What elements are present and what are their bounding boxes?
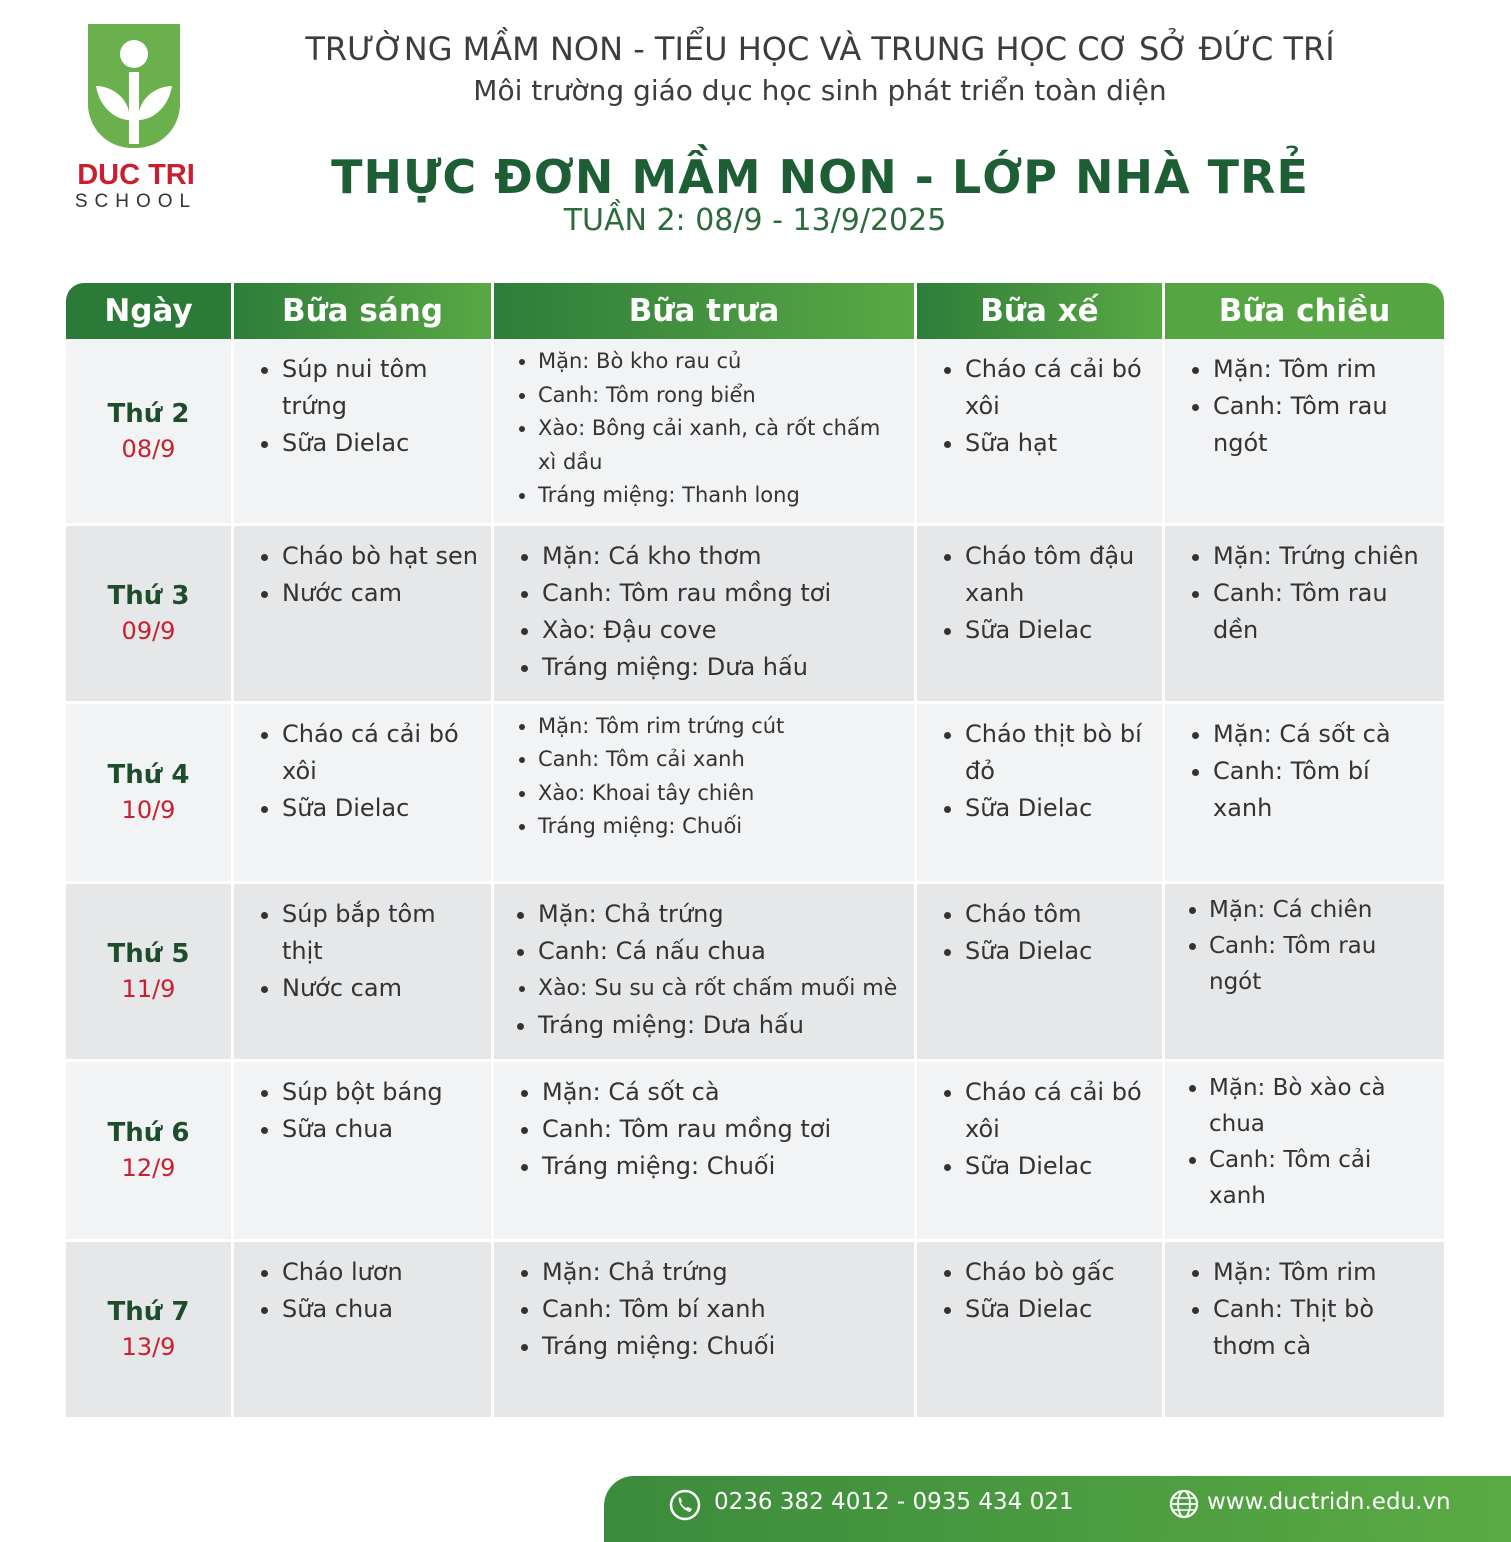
snack-cell [917, 884, 1165, 1062]
list-item: • Cháo thịt bò bí đỏ [965, 716, 1152, 790]
list-item: • Canh: Thịt bò thơm cà [1213, 1291, 1434, 1365]
list-item: • Canh: Tôm rong biển [538, 379, 904, 413]
list-item: • Tráng miệng: Dưa hấu [538, 1007, 904, 1044]
breakfast-cell [234, 1242, 494, 1420]
column-header-lunch: Bữa trưa [494, 283, 917, 339]
day-cell [66, 339, 234, 526]
list-item: • Sữa Dielac [965, 790, 1152, 827]
school-slogan: Môi trường giáo dục học sinh phát triển toàn diện [473, 74, 1167, 107]
list-item: • Canh: Tôm rau mồng tơi [542, 1111, 904, 1148]
table-header-row [66, 283, 1444, 339]
list-item: • Mặn: Trứng chiên [1213, 538, 1434, 575]
list-item: • Mặn: Cá chiên [1209, 892, 1434, 928]
list-item: • Tráng miệng: Thanh long [538, 479, 904, 513]
dinner-cell [1165, 339, 1444, 526]
list-item: • Xào: Khoai tây chiên [538, 777, 904, 811]
lunch-cell [494, 704, 917, 884]
list-item: • Cháo cá cải bó xôi [282, 716, 481, 790]
list-item: • Cháo lươn [282, 1254, 481, 1291]
list-item: • Sữa Dielac [282, 790, 481, 827]
list-item: • Sữa Dielac [965, 1291, 1152, 1328]
list-item: • Tráng miệng: Chuối [538, 810, 904, 844]
day-name: Thứ 4 [107, 760, 190, 790]
globe-icon [1168, 1488, 1200, 1520]
day-date: 10/9 [121, 796, 176, 824]
lunch-cell [494, 1062, 917, 1242]
list-item: • Canh: Tôm cải xanh [1209, 1142, 1434, 1214]
breakfast-cell [234, 884, 494, 1062]
footer-phone[interactable]: 0236 382 4012 - 0935 434 021 [714, 1489, 1074, 1515]
list-item: • Mặn: Chả trứng [538, 896, 904, 933]
day-cell [66, 1242, 234, 1420]
week-range: TUẦN 2: 08/9 - 13/9/2025 [563, 203, 947, 238]
table-row [66, 884, 1444, 1062]
list-item: • Cháo tôm đậu xanh [965, 538, 1152, 612]
day-date: 13/9 [121, 1333, 176, 1361]
snack-cell [917, 339, 1165, 526]
day-name: Thứ 6 [107, 1118, 190, 1148]
list-item: • Mặn: Bò kho rau củ [538, 345, 904, 379]
lunch-cell [494, 884, 917, 1062]
breakfast-cell [234, 339, 494, 526]
day-cell [66, 526, 234, 704]
school-name: TRƯỜNG MẦM NON - TIỂU HỌC VÀ TRUNG HỌC CƠ SỞ ĐỨC TRÍ [305, 30, 1335, 68]
list-item: • Cháo tôm [965, 896, 1152, 933]
lunch-cell [494, 339, 917, 526]
logo-subtitle: SCHOOL [74, 191, 198, 212]
list-item: • Cháo bò hạt sen [282, 538, 481, 575]
day-name: Thứ 2 [107, 398, 190, 429]
page-title: THỰC ĐƠN MẦM NON - LỚP NHÀ TRẺ [331, 150, 1309, 204]
day-date: 08/9 [121, 434, 176, 463]
snack-cell [917, 1242, 1165, 1420]
list-item: • Cháo cá cải bó xôi [965, 1074, 1152, 1148]
day-cell [66, 1062, 234, 1242]
snack-cell [917, 526, 1165, 704]
dinner-cell [1165, 526, 1444, 704]
dinner-cell [1165, 884, 1444, 1062]
list-item: • Mặn: Chả trứng [542, 1254, 904, 1291]
list-item: • Canh: Tôm rau ngót [1213, 388, 1434, 462]
list-item: • Sữa Dielac [965, 612, 1152, 649]
table-row [66, 339, 1444, 526]
list-item: • Cháo bò gấc [965, 1254, 1152, 1291]
list-item: • Súp bắp tôm thịt [282, 896, 481, 970]
breakfast-cell [234, 526, 494, 704]
day-name: Thứ 3 [107, 581, 190, 611]
footer-bar [604, 1476, 1511, 1542]
list-item: • Nước cam [282, 575, 481, 612]
table-row [66, 1062, 1444, 1242]
list-item: • Canh: Cá nấu chua [538, 933, 904, 970]
breakfast-cell [234, 704, 494, 884]
list-item: • Mặn: Tôm rim [1213, 351, 1434, 388]
list-item: • Sữa chua [282, 1291, 481, 1328]
menu-table [66, 283, 1444, 1420]
day-cell [66, 884, 234, 1062]
table-row [66, 526, 1444, 704]
breakfast-cell [234, 1062, 494, 1242]
list-item: • Canh: Tôm bí xanh [1213, 753, 1434, 827]
list-item: • Xào: Bông cải xanh, cà rốt chấm xì dầu [538, 412, 904, 479]
list-item: • Canh: Tôm cải xanh [538, 743, 904, 777]
day-date: 12/9 [121, 1154, 176, 1182]
list-item: • Sữa Dielac [965, 1148, 1152, 1185]
day-date: 11/9 [121, 975, 176, 1003]
snack-cell [917, 704, 1165, 884]
list-item: • Mặn: Tôm rim trứng cút [538, 710, 904, 744]
table-row [66, 1242, 1444, 1420]
list-item: • Mặn: Cá sốt cà [542, 1074, 904, 1111]
list-item: • Mặn: Cá sốt cà [1213, 716, 1434, 753]
list-item: • Sữa chua [282, 1111, 481, 1148]
snack-cell [917, 1062, 1165, 1242]
list-item: • Súp nui tôm trứng [282, 351, 481, 425]
list-item: • Mặn: Cá kho thơm [542, 538, 904, 575]
list-item: • Tráng miệng: Dưa hấu [542, 649, 904, 686]
day-name: Thứ 7 [107, 1297, 190, 1327]
column-header-breakfast: Bữa sáng [234, 283, 494, 339]
list-item: • Sữa hạt [965, 425, 1152, 462]
list-item: • Sữa Dielac [965, 933, 1152, 970]
list-item: • Sữa Dielac [282, 425, 481, 462]
footer-website-link[interactable]: www.ductridn.edu.vn [1207, 1489, 1451, 1515]
list-item: • Súp bột báng [282, 1074, 481, 1111]
day-name: Thứ 5 [107, 939, 190, 969]
dinner-cell [1165, 1242, 1444, 1420]
lunch-cell [494, 1242, 917, 1420]
column-header-dinner: Bữa chiều [1165, 283, 1444, 339]
phone-icon [668, 1488, 702, 1522]
list-item: • Xào: Su su cà rốt chấm muối mè [538, 970, 904, 1007]
list-item: • Xào: Đậu cove [542, 612, 904, 649]
list-item: • Canh: Tôm bí xanh [542, 1291, 904, 1328]
logo-shield-icon [88, 24, 180, 148]
lunch-cell [494, 526, 917, 704]
list-item: • Nước cam [282, 970, 481, 1007]
column-header-snack: Bữa xế [917, 283, 1165, 339]
list-item: • Tráng miệng: Chuối [542, 1328, 904, 1365]
list-item: • Cháo cá cải bó xôi [965, 351, 1152, 425]
table-row [66, 704, 1444, 884]
day-cell [66, 704, 234, 884]
list-item: • Canh: Tôm rau dền [1213, 575, 1434, 649]
list-item: • Tráng miệng: Chuối [542, 1148, 904, 1185]
list-item: • Canh: Tôm rau ngót [1209, 928, 1434, 1000]
list-item: • Mặn: Tôm rim [1213, 1254, 1434, 1291]
logo-name: DUC TRI [77, 159, 195, 191]
day-date: 09/9 [121, 617, 176, 645]
column-header-day: Ngày [66, 283, 234, 339]
list-item: • Canh: Tôm rau mồng tơi [542, 575, 904, 612]
list-item: • Mặn: Bò xào cà chua [1209, 1070, 1434, 1142]
dinner-cell [1165, 1062, 1444, 1242]
dinner-cell [1165, 704, 1444, 884]
